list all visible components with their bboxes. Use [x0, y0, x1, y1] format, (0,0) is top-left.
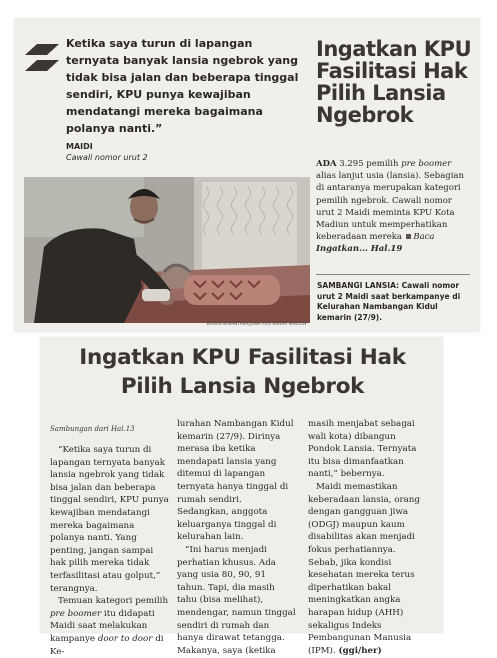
read-more-page: Hal.19 [370, 244, 403, 255]
speaker-role: Cawali nomor urut 2 [66, 153, 148, 162]
paragraph: masih menjabat sebagai wali kota) dibangun Pondok Lansia. Ternyata itu bisa dimanfaatkan nanti,” bebernya. [308, 419, 417, 480]
paragraph: “Ketika saya turun di lapangan ternyata banyak lansia ngebrok yang tidak bisa jalan dan beberapa tinggal sendiri, KPU punya kewajiban mendatangi mereka bagaimana polanya nanti. Yang penting, jangan sampai hak pilih mereka tidak terfasilitasi atau golput,” terangnya. [50, 445, 169, 594]
text-run: di Ke- [50, 633, 164, 657]
square-icon [406, 234, 411, 239]
lead-dropword: ADA [316, 159, 337, 169]
photo-caption: SAMBANGI LANSIA: Cawali nomor urut 2 Maidi saat berkampanye di Kelurahan Nambangan Kidul kemarin (27/9). [317, 281, 461, 322]
text-run: Maidi memastikan keberadaan lansia, orang dengan gangguan jiwa (ODGJ) maupun kaum disabilitas akan menjadi fokus perhatiannya. Sebab, jika kondisi kesehatan mereka terus diperhatikan bakal meningkatkan angka harapan hidup (AHH) sekaligus Indeks Pembangunan Manusia (IPM). [308, 481, 420, 656]
italic-term: door to door [97, 633, 153, 644]
speaker-name: MAIDI [66, 142, 93, 151]
divider [316, 274, 470, 275]
text-run: itu didapati Maidi saat melakukan kampanye [50, 608, 155, 644]
text-run: Temuan kategori pemilih [58, 596, 169, 607]
paragraph [50, 595, 169, 658]
paragraph: “Ini harus menjadi perhatian khusus. Ada yang usia 80, 90, 91 tahun. Tapi, dia masih tahu (bisa melihat), mendengar, namun tinggal sendiri di rumah dan hanya dirawat tetangga. Makanya, saya (ketika [177, 544, 296, 656]
author-signature: (ggi/her) [338, 645, 382, 656]
continued-from-label: Sambungan dari Hal.13 [50, 425, 135, 433]
news-photo [24, 177, 310, 323]
read-more-link[interactable]: Ingatkan... [316, 244, 368, 255]
article-column-1 [50, 444, 169, 658]
paragraph [308, 481, 427, 657]
continuation-headline: Ingatkan KPU Fasilitasi Hak Pilih Lansia Ngebrok [79, 345, 406, 399]
article-column-2 [177, 418, 296, 657]
lead-text-1: 3.295 pemilih [336, 159, 402, 169]
continuation-clipping [40, 337, 443, 657]
pull-quote: Ketika saya turun di lapangan ternyata banyak lansia ngebrok yang tidak bisa jalan dan beberapa tinggal sendiri, KPU punya kewajiban mendatangi mereka bagaimana polanya nanti.” [66, 37, 299, 135]
lead-paragraph [316, 158, 472, 256]
publication-logo-icon [25, 43, 59, 73]
read-more-prefix: Baca [413, 232, 435, 243]
front-headline: Ingatkan KPU Fasilitasi Hak Pilih Lansia Ngebrok [316, 37, 472, 127]
photo-credit: BAGAS BIMANTARA/JAWA POS RADAR MADIUN [207, 321, 307, 326]
lead-text-2: alias lanjut usia (lansia). Sebagian di antaranya merupakan kategori pemilih ngebrok. Cawali nomor urut 2 Maidi meminta KPU Kota Madiun untuk memperhatikan keberadaan mereka [316, 171, 464, 243]
article-column-3 [308, 418, 427, 657]
lead-italic-term: pre boomer [401, 159, 452, 169]
italic-term: pre boomer [50, 608, 102, 619]
paragraph: lurahan Nambangan Kidul kemarin (27/9). Dirinya merasa iba ketika mendapati lansia yang ditemui di lapangan ternyata hanya tinggal di rumah sendiri. Sedangkan, anggota keluarganya tinggal di kelurahan lain. [177, 419, 294, 543]
front-page-clipping [14, 18, 480, 332]
